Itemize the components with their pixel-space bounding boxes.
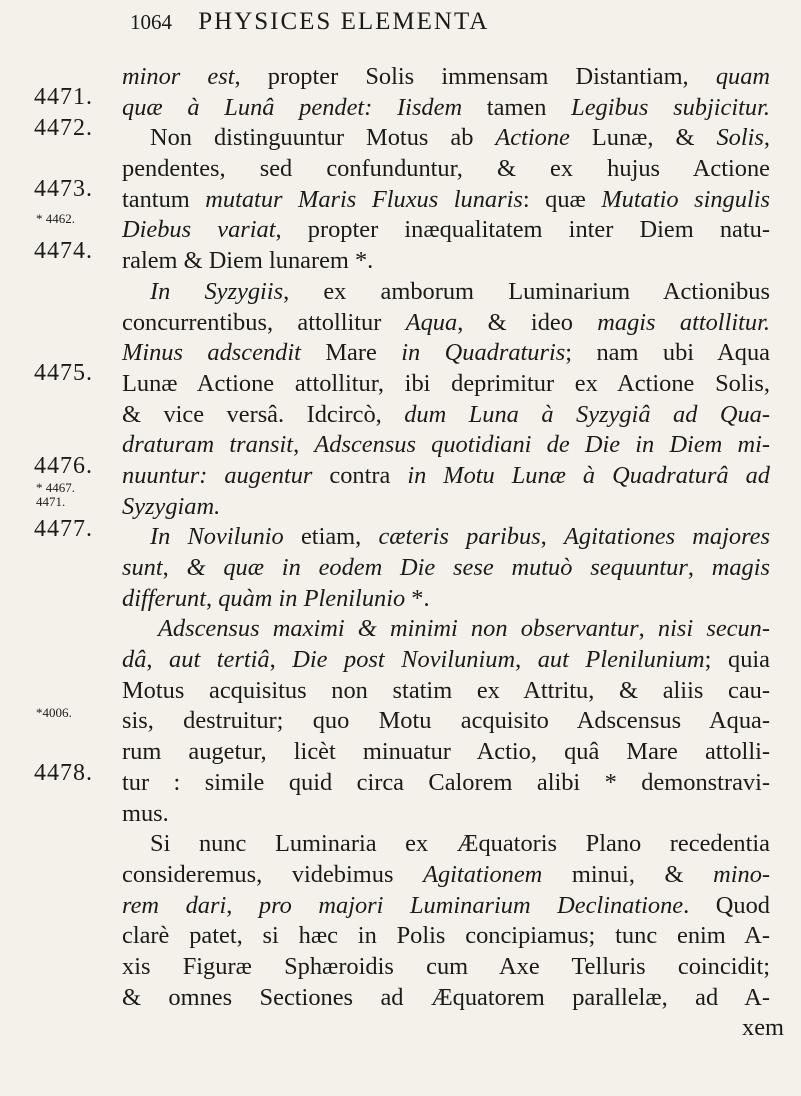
cross-reference: * 4467. [36, 480, 75, 495]
text-line: quæ à Lunâ pendet: Iisdem tamen Legibus subjicitur. [122, 93, 770, 121]
text-line: Adscensus maximi & minimi non observantur, nisi secun- [158, 615, 771, 643]
text-line: Minus adscendit Mare in Quadraturis; nam ubi Aqua [122, 339, 770, 367]
paragraph-number: 4474. [34, 238, 93, 264]
paragraph-number: 4478. [34, 760, 93, 786]
text-line: Lunæ Actione attollitur, ibi deprimitur ex Actione Solis, [122, 369, 770, 397]
text-line: & omnes Sectiones ad Æquatorem parallelæ, ad A- [122, 983, 770, 1011]
text-line: In Syzygiis, ex amborum Luminarium Actionibus [150, 277, 770, 305]
text-line: Syzygiam. [122, 492, 221, 520]
text-line: sunt, & quæ in eodem Die sese mutuò sequuntur, magis [122, 554, 770, 581]
text-line: tur : simile quid circa Calorem alibi * demonstravi- [122, 768, 770, 796]
cross-reference: *4006. [36, 705, 72, 720]
text-line: ralem & Diem lunarem *. [122, 247, 374, 275]
text-line: tantum mutatur Maris Fluxus lunaris: quæ Mutatio singulis [122, 185, 770, 213]
running-header [130, 8, 770, 36]
paragraph-number: 4475. [34, 360, 93, 386]
page-number: 1064 [130, 10, 172, 34]
body-text [122, 62, 784, 1044]
text-line: differunt, quàm in Plenilunio *. [122, 584, 430, 612]
text-line: In Novilunio etiam, cæteris paribus, Agitationes majores [150, 523, 770, 551]
text-line: xis Figuræ Sphæroidis cum Axe Telluris coincidit; [122, 952, 770, 980]
text-line: clarè patet, si hæc in Polis concipiamus; tunc enim A- [122, 922, 770, 950]
text-line: Motus acquisitus non statim ex Attritu, & aliis cau- [122, 676, 770, 704]
text-line: consideremus, videbimus Agitationem minui, & mino- [122, 860, 771, 888]
running-title: PHYSICES ELEMENTA [198, 8, 490, 35]
text-line: minor est, propter Solis immensam Distantiam, quam [122, 63, 771, 90]
paragraph-number: 4473. [34, 176, 93, 202]
text-line: nuuntur: augentur contra in Motu Lunæ à Quadraturâ ad [122, 461, 770, 489]
text-line: rum augetur, licèt minuatur Actio, quâ Mare attolli- [122, 738, 770, 766]
text-line: rem dari, pro majori Luminarium Declinatione. Quod [122, 891, 770, 919]
catchword: xem [742, 1014, 784, 1042]
text-line: sis, destruitur; quo Motu acquisito Adscensus Aqua- [122, 707, 770, 735]
text-line: Non distinguuntur Motus ab Actione Lunæ, & Solis, [150, 124, 771, 152]
paragraph-number: 4472. [34, 115, 93, 141]
text-line: Si nunc Luminaria ex Æquatoris Plano recedentia [150, 830, 770, 858]
text-line: dâ, aut tertiâ, Die post Novilunium, aut Plenilunium; quia [122, 646, 770, 674]
text-line: draturam transit, Adscensus quotidiani de Die in Diem mi- [122, 431, 770, 459]
text-line: pendentes, sed confunduntur, & ex hujus Actione [122, 155, 770, 183]
text-line: Diebus variat, propter inæqualitatem inter Diem natu- [122, 216, 770, 244]
text-line: mus. [122, 799, 169, 827]
text-line: & vice versâ. Idcircò, dum Luna à Syzygiâ ad Qua- [122, 400, 770, 428]
paragraph-number: 4477. [34, 516, 93, 542]
text-line: concurrentibus, attollitur Aqua, & ideo magis attollitur. [122, 308, 770, 336]
cross-reference: * 4462. [36, 211, 75, 226]
paragraph-number: 4471. [34, 84, 93, 110]
paragraph-number: 4476. [34, 453, 93, 479]
cross-reference: 4471. [36, 494, 66, 509]
